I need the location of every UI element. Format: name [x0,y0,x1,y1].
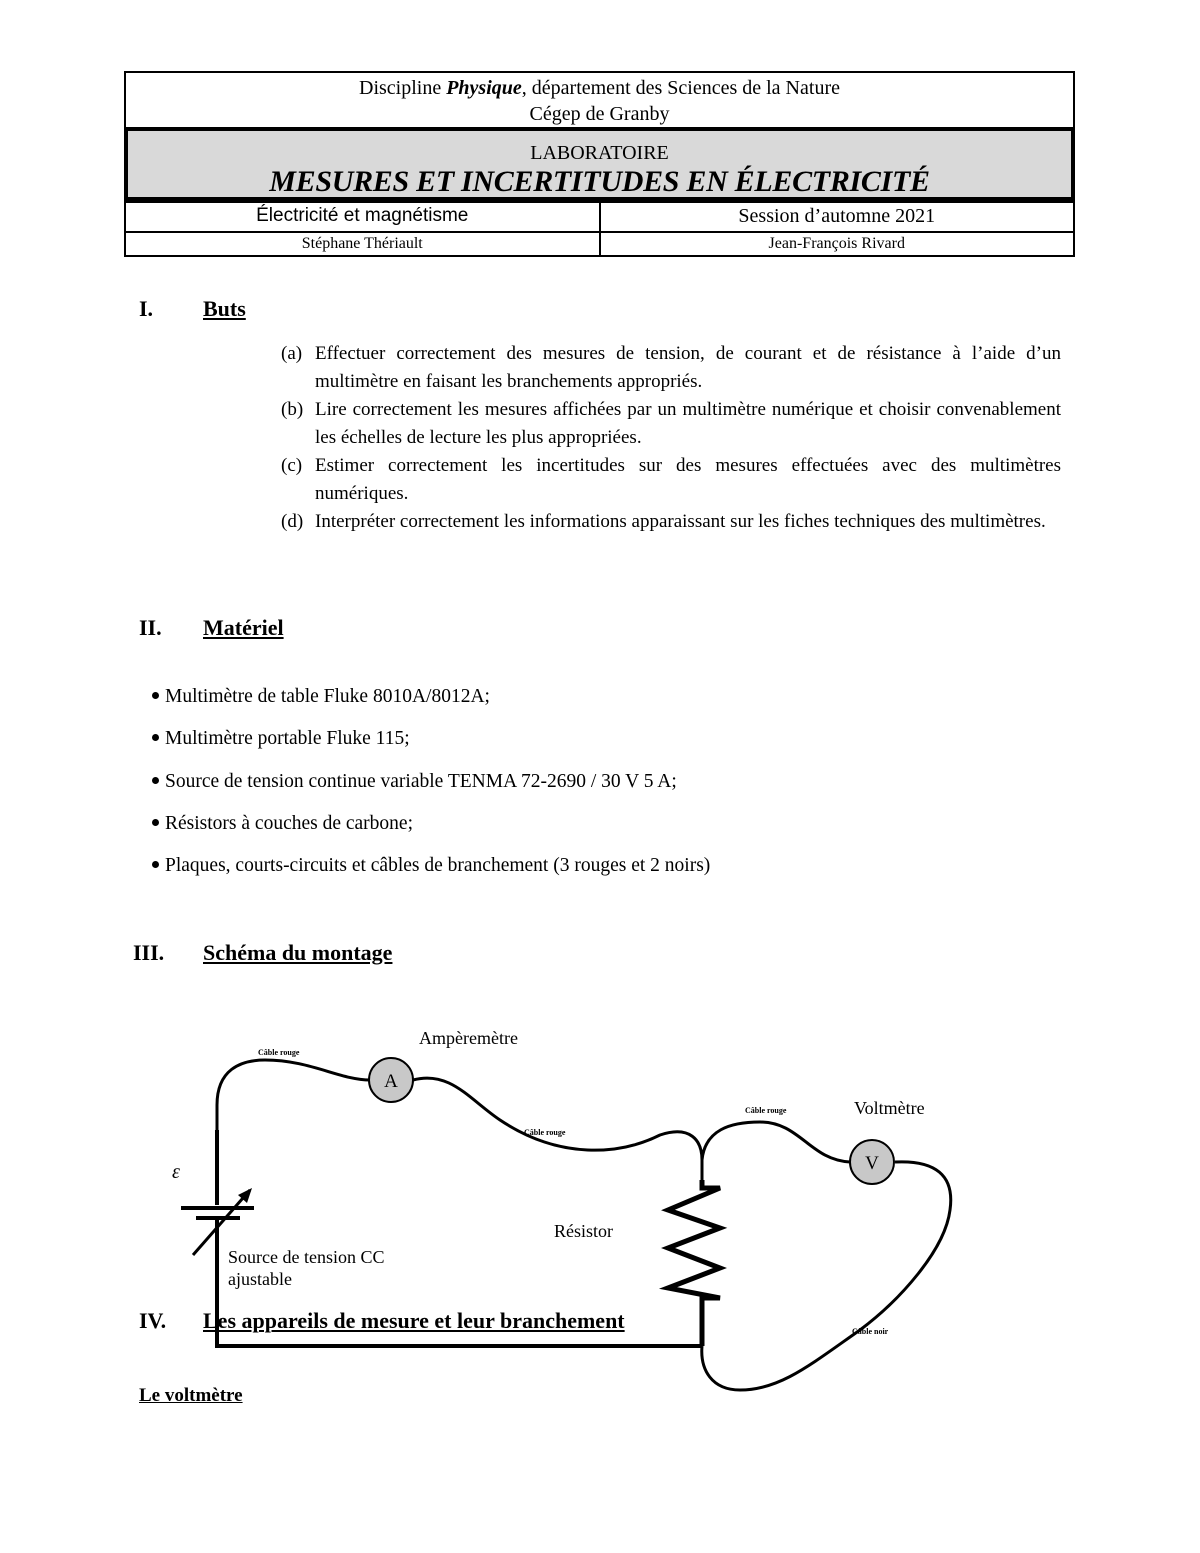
resistor-label: Résistor [554,1221,614,1241]
goal-text: Effectuer correctement des mesures de tension, de courant et de résistance à l’aide d’un multimètre en faisant les branchements appropriés. [315,343,1061,392]
lab-label: LABORATOIRE [530,142,669,164]
subsection-title: Le voltmètre [139,1385,243,1406]
section-title: Matériel [203,615,284,640]
wire-red-1 [217,1060,370,1183]
teacher-1: Stéphane Thériault [301,235,423,252]
voltmeter-label: Voltmètre [854,1098,925,1118]
voltmeter-symbol: V [865,1153,879,1174]
lab-title: MESURES ET INCERTITUDES EN ÉLECTRICITÉ [269,165,930,198]
goal-text: Estimer correctement les incertitudes sur des mesures effectuées avec des multimètres numériques. [315,455,1061,504]
goal-label: (c) [281,455,303,476]
session-name: Session d’automne 2021 [599,203,1074,231]
section-number: I. [139,296,154,321]
teacher-2: Jean-François Rivard [599,233,1074,255]
material-text: Plaques, courts-circuits et câbles de branchement (3 rouges et 2 noirs) [165,855,711,876]
section-title: Schéma du montage [203,940,393,965]
cable-label: Câble rouge [745,1106,787,1115]
wire-red-3 [702,1122,850,1162]
ammeter-symbol: A [384,1071,398,1092]
material-text: Multimètre de table Fluke 8010A/8012A; [165,686,490,707]
section-title: Buts [203,296,246,321]
department-text: , département des Sciences de la Nature [521,77,840,99]
ammeter-label: Ampèremètre [419,1028,518,1048]
resistor-icon [668,1180,720,1346]
goal-text: Lire correctement les mesures affichées par un multimètre numérique et choisir convenablement les échelles de lecture les plus appropriées. [315,399,1061,448]
material-text: Source de tension continue variable TENMA 72-2690 / 30 V 5 A; [165,771,677,792]
section-title: Les appareils de mesure et leur branchement [203,1308,625,1333]
college-name: Cégep de Granby [529,103,670,125]
goal-label: (b) [281,399,304,420]
goal-label: (a) [281,343,303,364]
source-label-line2: ajustable [228,1269,292,1289]
section-number: II. [139,615,162,640]
section-number: III. [133,940,165,965]
material-text: Multimètre portable Fluke 115; [165,728,410,749]
discipline-prefix: Discipline [359,77,447,99]
cable-label: Câble noir [852,1327,889,1336]
adjust-arrow-icon [193,1190,250,1255]
source-label-line1: Source de tension CC [228,1247,385,1267]
cable-label: Câble rouge [524,1128,566,1137]
course-name: Électricité et magnétisme [256,205,469,226]
material-text: Résistors à couches de carbone; [165,813,413,834]
discipline-name: Physique [446,77,522,99]
goal-text: Interpréter correctement les informations apparaissant sur les fiches techniques des multimètres. [315,511,1046,532]
wire-black [702,1162,951,1390]
cable-label: Câble rouge [258,1048,300,1057]
emf-symbol: ε [172,1161,180,1183]
goal-label: (d) [281,511,304,532]
section-number: IV. [139,1308,167,1333]
